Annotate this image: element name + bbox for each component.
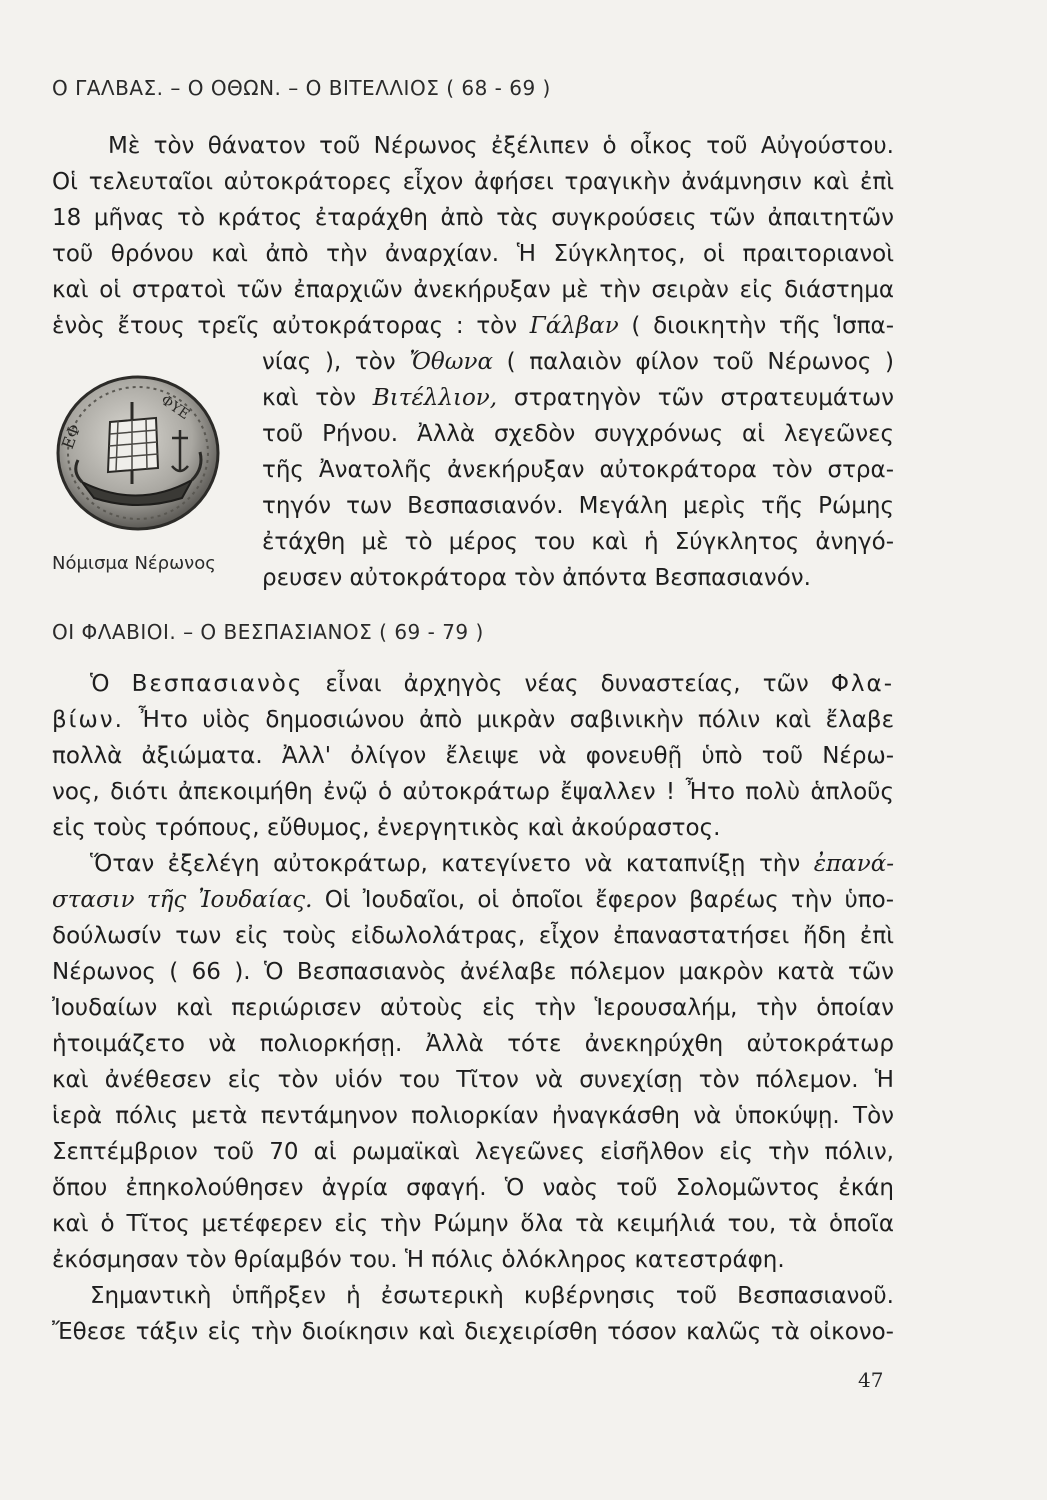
text-line: τοῦ θρόνου καὶ ἀπὸ τὴν ἀναρχίαν. Ἡ Σύγκλητος, οἱ πραιτοριανοὶ xyxy=(52,241,894,267)
text-line: Σεπτέμβριον τοῦ 70 αἱ ρωμαϊκαὶ λεγεῶνες εἰσῆλθον εἰς τὴν πόλιν, xyxy=(52,1139,894,1165)
text-line: νίας ), τὸν Ὄθωνα ( παλαιὸν φίλον τοῦ Νέρωνος ) xyxy=(262,349,894,375)
svg-text:ΕΦ: ΕΦ xyxy=(57,421,85,452)
svg-text:ΦΥΕ: ΦΥΕ xyxy=(157,392,193,424)
text-line: καὶ οἱ στρατοὶ τῶν ἐπαρχιῶν ἀνεκήρυξαν μὲ τὴν σειρὰν εἰς διάστημα xyxy=(52,277,894,303)
text-line: ρευσεν αὐτοκράτορα τὸν ἀπόντα Βεσπασιανόν. xyxy=(262,565,811,591)
text-line: τοῦ Ρήνου. Ἀλλὰ σχεδὸν συγχρόνως αἱ λεγεῶνες xyxy=(262,421,894,447)
text-line: 18 μῆνας τὸ κράτος ἐταράχθη ἀπὸ τὰς συγκρούσεις τῶν ἀπαιτητῶν xyxy=(52,205,894,231)
text-line: καὶ ἀνέθεσεν εἰς τὸν υἱόν του Τῖτον νὰ συνεχίσῃ τὸν πόλεμον. Ἡ xyxy=(52,1067,894,1093)
text-line: στασιν τῆς Ἰουδαίας. Οἱ Ἰουδαῖοι, οἱ ὁποῖοι ἔφερον βαρέως τὴν ὑπο- xyxy=(52,887,894,913)
emperor-name-otho: Ὄθωνα xyxy=(409,349,493,375)
text-line: καὶ ὁ Τῖτος μετέφερεν εἰς τὴν Ρώμην ὅλα τὰ κειμήλιά του, τὰ ὁποῖα xyxy=(52,1211,894,1237)
text-line: ὅπου ἐπηκολούθησεν ἀγρία σφαγή. Ὁ ναὸς τοῦ Σολομῶντος ἐκάη xyxy=(52,1175,894,1201)
text-line: Οἱ τελευταῖοι αὐτοκράτορες εἶχον ἀφήσει τραγικὴν ἀνάμνησιν καὶ ἐπὶ xyxy=(52,169,894,195)
text-line: Ἔθεσε τάξιν εἰς τὴν διοίκησιν καὶ διεχειρίσθη τόσον καλῶς τὰ οἰκονο- xyxy=(52,1319,894,1345)
text-line: Νέρωνος ( 66 ). Ὁ Βεσπασιανὸς ἀνέλαβε πόλεμον μακρὸν κατὰ τῶν xyxy=(52,959,894,985)
text-line: δούλωσίν των εἰς τοὺς εἰδωλολάτρας, εἶχον ἐπαναστατήσει ἤδη ἐπὶ xyxy=(52,923,894,949)
text-line: τηγόν των Βεσπασιανόν. Μεγάλη μερὶς τῆς Ρώμης xyxy=(262,493,894,519)
text-line: ἱερὰ πόλις μετὰ πεντάμηνον πολιορκίαν ἠναγκάσθη νὰ ὑποκύψῃ. Τὸν xyxy=(52,1103,894,1129)
text-line: τῆς Ἀνατολῆς ἀνεκήρυξαν αὐτοκράτορα τὸν στρα- xyxy=(262,457,894,483)
coin-caption: Νόμισμα Νέρωνος xyxy=(52,553,216,574)
page-number: 47 xyxy=(858,1368,884,1392)
nero-coin-image xyxy=(52,372,224,534)
text-line: ἑνὸς ἔτους τρεῖς αὐτοκράτορας : τὸν Γάλβαν ( διοικητὴν τῆς Ἱσπα- xyxy=(52,313,894,339)
text-line: καὶ τὸν Βιτέλλιον, στρατηγὸν τῶν στρατευμάτων xyxy=(262,385,895,411)
text-line: ἡτοιμάζετο νὰ πολιορκήσῃ. Ἀλλὰ τότε ἀνεκηρύχθη αὐτοκράτωρ xyxy=(52,1031,894,1057)
text-line: Ἰουδαίων καὶ περιώρισεν αὐτοὺς εἰς τὴν Ἱερουσαλήμ, τὴν ὁποίαν xyxy=(52,995,894,1021)
text-line: ἐτάχθη μὲ τὸ μέρος του καὶ ἡ Σύγκλητος ἀνηγό- xyxy=(262,529,894,555)
text-line: εἰς τοὺς τρόπους, εὔθυμος, ἐνεργητικὸς καὶ ἀκούραστος. xyxy=(52,815,721,841)
text-line: Μὲ τὸν θάνατον τοῦ Νέρωνος ἐξέλιπεν ὁ οἶκος τοῦ Αὐγούστου. xyxy=(108,133,894,159)
text-line: Ὁ Βεσπασιανὸς εἶναι ἀρχηγὸς νέας δυναστείας, τῶν Φλα- xyxy=(90,671,894,697)
text-line: Ὅταν ἐξελέγη αὐτοκράτωρ, κατεγίνετο νὰ καταπνίξῃ τὴν ἐπανά- xyxy=(90,851,894,877)
text-line: πολλὰ ἀξιώματα. Ἀλλ' ὀλίγον ἔλειψε νὰ φονευθῇ ὑπὸ τοῦ Νέρω- xyxy=(52,743,894,769)
text-line: νος, διότι ἀπεκοιμήθη ἐνῷ ὁ αὐτοκράτωρ ἔψαλλεν ! Ἦτο πολὺ ἁπλοῦς xyxy=(52,779,894,805)
text-line: Σημαντικὴ ὑπῆρξεν ἡ ἐσωτερικὴ κυβέρνησις τοῦ Βεσπασιανοῦ. xyxy=(90,1283,894,1309)
emperor-name-galba: Γάλβαν xyxy=(529,313,619,339)
section-heading-galba: Ο ΓΑΛΒΑΣ. – Ο ΟΘΩΝ. – Ο ΒΙΤΕΛΛΙΟΣ ( 68 - 69 ) xyxy=(52,76,551,100)
section-heading-flavians: ΟΙ ΦΛΑΒΙΟΙ. – Ο ΒΕΣΠΑΣΙΑΝΟΣ ( 69 - 79 ) xyxy=(52,620,484,644)
text-line: βίων. Ἦτο υἱὸς δημοσιώνου ἀπὸ μικρὰν σαβινικὴν πόλιν καὶ ἔλαβε xyxy=(52,707,894,733)
emperor-name-vitellius: Βιτέλλιον, xyxy=(372,385,498,411)
text-line: ἐκόσμησαν τὸν θρίαμβόν του. Ἡ πόλις ὁλόκληρος κατεστράφη. xyxy=(52,1247,785,1273)
